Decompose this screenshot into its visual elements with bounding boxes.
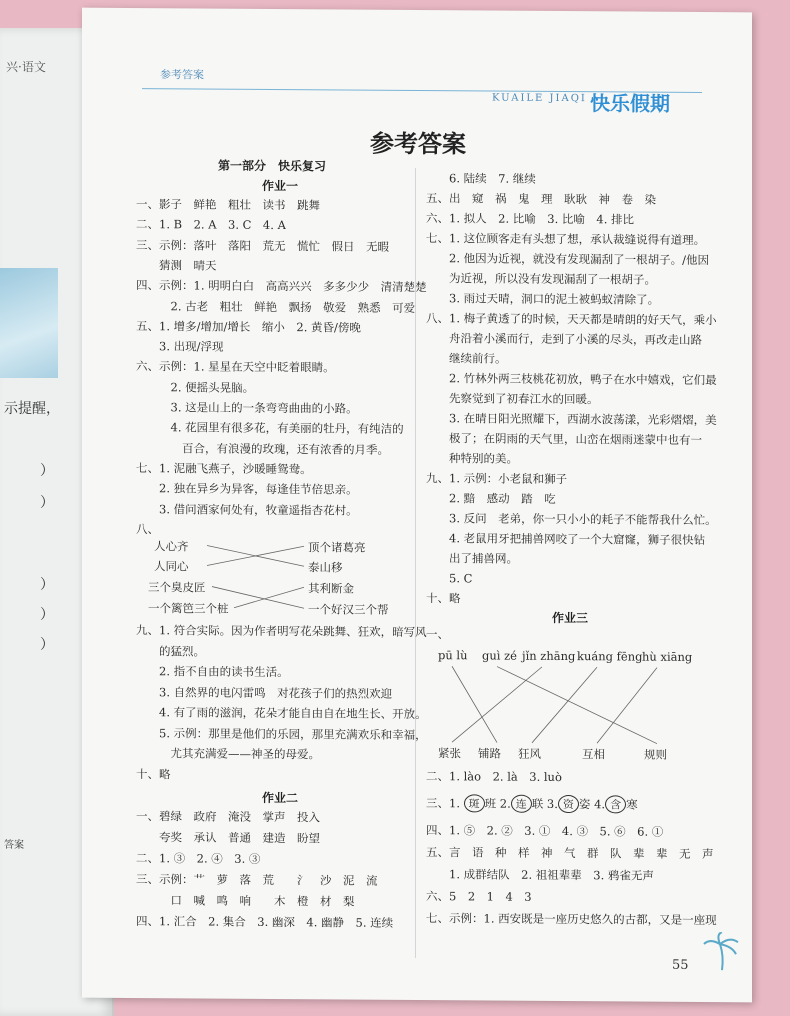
word-2: 狂风 <box>518 746 541 761</box>
san-prefix: 三、1. <box>426 796 460 811</box>
hw2-line: 一、碧绿 政府 淹没 掌声 投入 <box>136 809 320 825</box>
header-label: 参考答案 <box>160 68 204 82</box>
hw1-line: 九、1. 符合实际。因为作者明写花朵跳舞、狂欢，暗写风 <box>136 623 427 640</box>
right-line: 出了捕兽网。 <box>426 551 518 566</box>
pinyin-match-lines <box>82 8 752 773</box>
right-line: 为近视，所以没有发现漏刮了一根胡子。 <box>426 271 656 287</box>
hw1-line: 十、略 <box>136 766 171 781</box>
right-line: 4. 老鼠用牙把捕兽网咬了一个大窟窿，狮子很快钻 <box>426 531 706 548</box>
match-left-3: 一个篱笆三个桩 <box>148 601 229 616</box>
hw3-er: 二、1. lào 2. là 3. luò <box>426 769 562 785</box>
hw1-line: 四、示例：1. 明明白白 高高兴兴 多多少少 清清楚楚 <box>136 278 427 295</box>
san-circled-1: 连 <box>511 795 532 813</box>
hw1-line: 2. 独在异乡为异客，每逢佳节倍思亲。 <box>136 481 358 497</box>
right-line: 3. 雨过天晴，洞口的泥土被蚂蚁清除了。 <box>426 291 660 307</box>
word-1: 铺路 <box>478 746 501 761</box>
word-0: 紧张 <box>438 746 461 761</box>
right-line: 舟沿着小溪而行，走到了小溪的尽头，再改走山路 <box>426 331 702 347</box>
san-char-3: 寒 <box>626 797 638 812</box>
right-line: 五、出 窥 祸 鬼 理 耿耿 神 卷 染 <box>426 191 656 207</box>
hw1-line: 2. 便摇头晃脑。 <box>136 379 255 395</box>
match-right-0: 顶个诸葛亮 <box>308 540 366 555</box>
hw3-wu: 五、言 语 种 样 神 气 群 队 辈 辈 无 声 <box>426 845 714 862</box>
pinyin-4: hù xiāng <box>642 649 693 664</box>
hw1-line: 3. 借问酒家何处有，牧童遥指杏花村。 <box>136 501 358 518</box>
hw1-line: 五、1. 增多/增加/增长 缩小 2. 黄昏/傍晚 <box>136 318 361 335</box>
right-line: 七、1. 这位顾客走有头想了想，承认裁缝说得有道理。 <box>426 231 706 248</box>
right-line: 2. 他因为近视，就没有发现漏刮了一根胡子。/他因 <box>426 251 709 268</box>
hw2-line: 夸奖 承认 普通 建造 盼望 <box>136 830 320 846</box>
right-line: 十、略 <box>426 591 461 606</box>
hw1-line: 八、 <box>136 521 159 536</box>
hw1-line: 猜测 晴天 <box>136 257 217 273</box>
hw1-line: 百合，有浪漫的玫瑰，还有浓香的月季。 <box>136 440 389 457</box>
hw1-line: 六、示例：1. 星星在天空中眨着眼睛。 <box>136 359 335 375</box>
right-line: 极了；在阴雨的天气里，山峦在烟雨迷蒙中也有一 <box>426 431 702 447</box>
right-line: 2. 黯 感动 踏 吃 <box>426 491 556 506</box>
left-page-header: 兴·语文 <box>6 60 46 74</box>
san-circled-3: 含 <box>605 795 626 813</box>
hw2-line: 口 喊 鸣 响 木 橙 材 梨 <box>136 893 355 909</box>
hw1-line: 4. 有了雨的滋润，花朵才能自由自在地生长、开放。 <box>136 705 427 722</box>
pinyin-2: jǐn zhāng <box>522 648 576 664</box>
hw2-line: 二、1. ③ 2. ④ 3. ③ <box>136 851 261 866</box>
hw1-line: 一、影子 鲜艳 粗壮 读书 跳舞 <box>136 197 320 213</box>
right-line: 2. 竹林外两三枝桃花初放，鸭子在水中嬉戏，它们最 <box>426 371 717 388</box>
page-title: 参考答案 <box>370 128 466 159</box>
san-char-0: 班 <box>484 796 497 811</box>
hw1-line: 2. 指不自由的读书生活。 <box>136 664 289 680</box>
pinyin-0: pū lù <box>438 648 468 663</box>
right-line: 3. 在晴日阳光照耀下，西湖水波荡漾，光彩熠熠，美 <box>426 411 717 428</box>
hw3-liu: 六、5 2 1 4 3 <box>426 889 532 904</box>
san-char-2: 姿 <box>578 797 591 812</box>
right-line: 5. C <box>426 571 473 586</box>
hw3-si: 四、1. ⑤ 2. ② 3. ① 4. ③ 5. ⑥ 6. ① <box>426 823 664 839</box>
hw3-qi: 七、示例：1. 西安既是一座历史悠久的古都，又是一座现 <box>426 911 717 928</box>
left-page-image <box>0 268 58 378</box>
hw1-line: 的猛烈。 <box>136 643 205 659</box>
hw3-san: 三、1. 斑 班 2. 连 联 3. 资 姿 4. 含 寒 <box>426 796 638 812</box>
right-line: 九、1. 示例：小老鼠和狮子 <box>426 471 568 487</box>
left-page-text: ） <box>40 463 54 479</box>
page-number: 55 <box>672 957 689 973</box>
match-right-2: 其利断金 <box>308 581 354 596</box>
san-char-1: 联 <box>531 796 544 811</box>
palm-tree-icon <box>702 932 742 972</box>
right-line: 种特别的美。 <box>426 451 518 466</box>
part-heading: 第一部分 快乐复习 <box>218 158 327 174</box>
match-left-0: 人心齐 <box>154 539 189 554</box>
hw3-heading: 作业三 <box>552 610 589 626</box>
word-3: 互相 <box>582 747 605 762</box>
answer-page <box>82 8 752 1003</box>
left-page-text: ） <box>40 607 54 623</box>
right-line: 六、1. 拟人 2. 比喻 3. 比喻 4. 排比 <box>426 211 635 227</box>
hw3-yi: 一、 <box>426 627 449 642</box>
match-left-1: 人同心 <box>154 559 189 574</box>
brand-text: KUAILE JIAQI <box>492 92 587 105</box>
hw1-line: 尤其充满爱——神圣的母爱。 <box>136 746 320 762</box>
san-circled-0: 斑 <box>464 794 485 812</box>
hw1-line: 2. 古老 粗壮 鲜艳 飘扬 敬爱 熟悉 可爱 <box>136 298 416 315</box>
hw3-wu2: 1. 成群结队 2. 祖祖辈辈 3. 鸦雀无声 <box>426 867 654 883</box>
hw1-line: 3. 自然界的电闪雷鸣 对花孩子们的热烈欢迎 <box>136 684 393 701</box>
match-right-1: 泰山移 <box>308 560 343 575</box>
match-right-3: 一个好汉三个帮 <box>308 602 389 617</box>
hw1-line: 二、1. B 2. A 3. C 4. A <box>136 217 286 233</box>
hw2-line: 三、示例：艹 萝 落 荒 氵 沙 泥 流 <box>136 872 378 888</box>
left-page-text: ） <box>40 637 54 653</box>
hw2-line: 四、1. 汇合 2. 集合 3. 幽深 4. 幽静 5. 连续 <box>136 914 394 930</box>
hw1-line: 4. 花园里有很多花，有美丽的牡丹，有纯洁的 <box>136 420 404 437</box>
hw1-line: 3. 这是山上的一条弯弯曲曲的小路。 <box>136 400 358 416</box>
right-line: 先察觉到了初春江水的回暖。 <box>426 391 599 407</box>
hw1-line: 七、1. 泥融飞燕子，沙暖睡鸳鸯。 <box>136 460 312 477</box>
left-page-text: 示提醒， <box>4 401 60 417</box>
hw1-line: 3. 出现/浮现 <box>136 339 224 354</box>
hw2-heading: 作业二 <box>262 790 299 806</box>
left-page-text: 答案 <box>4 840 24 851</box>
right-line: 八、1. 梅子黄透了的时候，天天都是晴朗的好天气，乘小 <box>426 311 717 328</box>
left-page-text: ） <box>40 495 54 511</box>
match-left-2: 三个臭皮匠 <box>148 580 206 595</box>
word-4: 规则 <box>644 747 667 762</box>
left-page-text: ） <box>40 577 54 593</box>
brand-logo: 快乐假期 <box>590 91 670 116</box>
right-line: 继续前行。 <box>426 351 507 366</box>
right-line: 6. 陆续 7. 继续 <box>426 171 536 186</box>
pinyin-3: kuáng fēng <box>577 649 643 664</box>
hw1-line: 5. 示例：那里是他们的乐园，那里充满欢乐和幸福， <box>136 725 427 742</box>
hw1-line: 三、示例：落叶 落阳 荒无 慌忙 假日 无暇 <box>136 237 389 254</box>
san-circled-2: 资 <box>558 795 579 813</box>
right-line: 3. 反问 老弟，你一只小小的耗子不能帮我什么忙。 <box>426 511 717 528</box>
pinyin-1: guì zé <box>482 648 517 663</box>
hw1-heading: 作业一 <box>262 178 299 194</box>
